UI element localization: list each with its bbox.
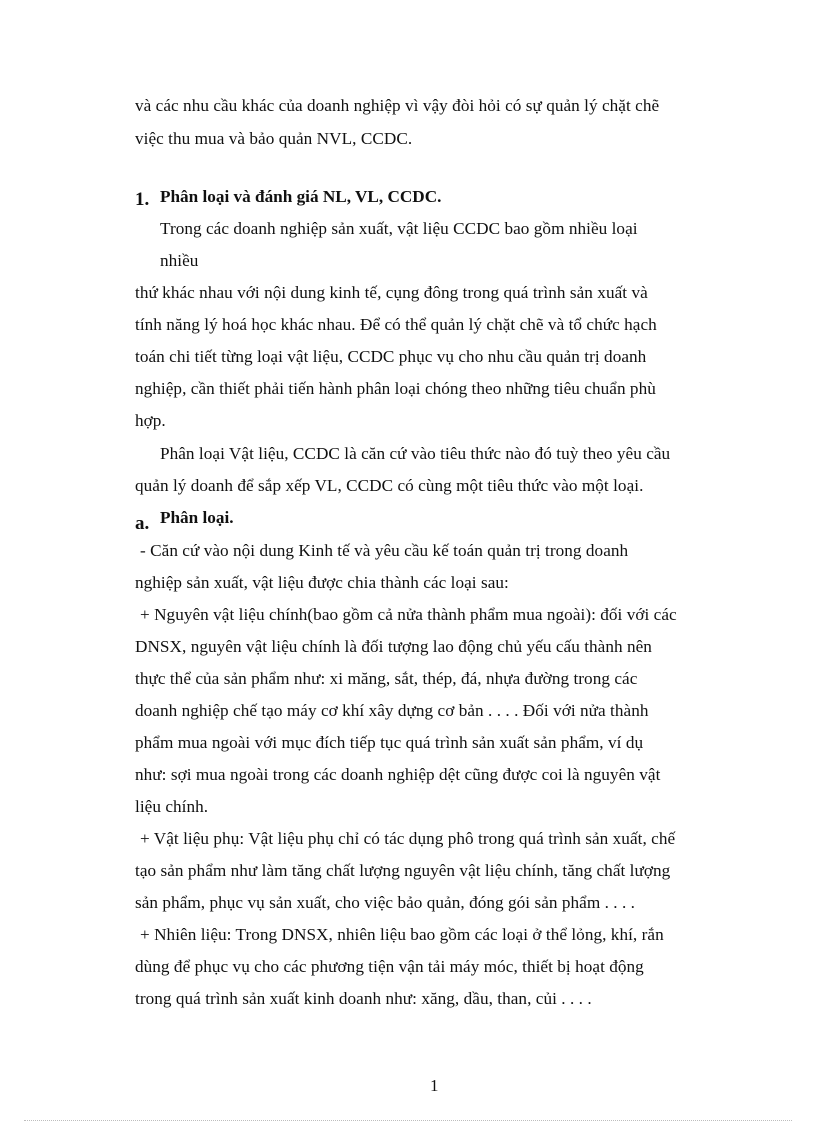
paragraph-line: thực thể của sản phẩm như: xi măng, sắt, thép, đá, nhựa đường trong các: [135, 669, 638, 688]
paragraph-line: và các nhu cầu khác của doanh nghiệp vì vậy đòi hỏi có sự quản lý chặt chẽ: [135, 96, 660, 115]
paragraph-line: tính năng lý hoá học khác nhau. Để có thể quản lý chặt chẽ và tổ chức hạch: [135, 315, 657, 334]
paragraph-line: + Nguyên vật liệu chính(bao gồm cả nửa thành phẩm mua ngoài): đối với các: [140, 605, 677, 624]
paragraph-line: như: sợi mua ngoài trong các doanh nghiệp dệt cũng được coi là nguyên vật: [135, 765, 661, 784]
page-bottom-divider: [24, 1120, 792, 1121]
paragraph-line: doanh nghiệp chế tạo máy cơ khí xây dựng cơ bản . . . . Đối với nửa thành: [135, 701, 649, 720]
paragraph-line: việc thu mua và bảo quản NVL, CCDC.: [135, 129, 413, 148]
paragraph-line: Trong các doanh nghiệp sản xuất, vật liệu CCDC bao gồm nhiều loại: [160, 219, 638, 238]
section-heading: Phân loại và đánh giá NL, VL, CCDC.: [160, 187, 442, 206]
paragraph-line: tạo sản phẩm như làm tăng chất lượng nguyên vật liệu chính, tăng chất lượng: [135, 861, 671, 880]
page-number: 1: [430, 1076, 439, 1095]
paragraph-line: DNSX, nguyên vật liệu chính là đối tượng lao động chủ yếu cấu thành nên: [135, 637, 652, 656]
paragraph-line: toán chi tiết từng loại vật liệu, CCDC phục vụ cho nhu cầu quản trị doanh: [135, 347, 647, 366]
paragraph-line: sản phẩm, phục vụ sản xuất, cho việc bảo quản, đóng gói sản phẩm . . . .: [135, 893, 636, 912]
paragraph-line: quản lý doanh để sắp xếp VL, CCDC có cùng một tiêu thức vào một loại.: [135, 476, 644, 495]
paragraph-line: nghiệp, cần thiết phải tiến hành phân loại chóng theo những tiêu chuẩn phù: [135, 379, 656, 398]
paragraph-line: thứ khác nhau với nội dung kinh tế, cụng đông trong quá trình sản xuất và: [135, 283, 648, 302]
section-number: 1.: [135, 189, 150, 210]
paragraph-line: nhiều: [160, 251, 199, 270]
paragraph-line: - Căn cứ vào nội dung Kinh tế và yêu cầu kế toán quản trị trong doanh: [140, 541, 629, 560]
paragraph-line: phẩm mua ngoài với mục đích tiếp tục quá trình sản xuất sản phẩm, ví dụ: [135, 733, 644, 752]
subsection-letter: a.: [135, 513, 150, 534]
paragraph-line: + Vật liệu phụ: Vật liệu phụ chỉ có tác dụng phô trong quá trình sản xuất, chế: [140, 829, 676, 848]
subsection-heading: Phân loại.: [160, 508, 234, 527]
paragraph-line: nghiệp sản xuất, vật liệu được chia thành các loại sau:: [135, 573, 509, 592]
paragraph-line: Phân loại Vật liệu, CCDC là căn cứ vào tiêu thức nào đó tuỳ theo yêu cầu: [160, 444, 671, 463]
paragraph-line: hợp.: [135, 411, 166, 430]
paragraph-line: dùng để phục vụ cho các phương tiện vận tải máy móc, thiết bị hoạt động: [135, 957, 644, 976]
paragraph-line: + Nhiên liệu: Trong DNSX, nhiên liệu bao gồm các loại ở thể lỏng, khí, rắn: [140, 925, 664, 944]
paragraph-line: liệu chính.: [135, 797, 209, 816]
paragraph-line: trong quá trình sản xuất kinh doanh như: xăng, dầu, than, củi . . . .: [135, 989, 592, 1008]
